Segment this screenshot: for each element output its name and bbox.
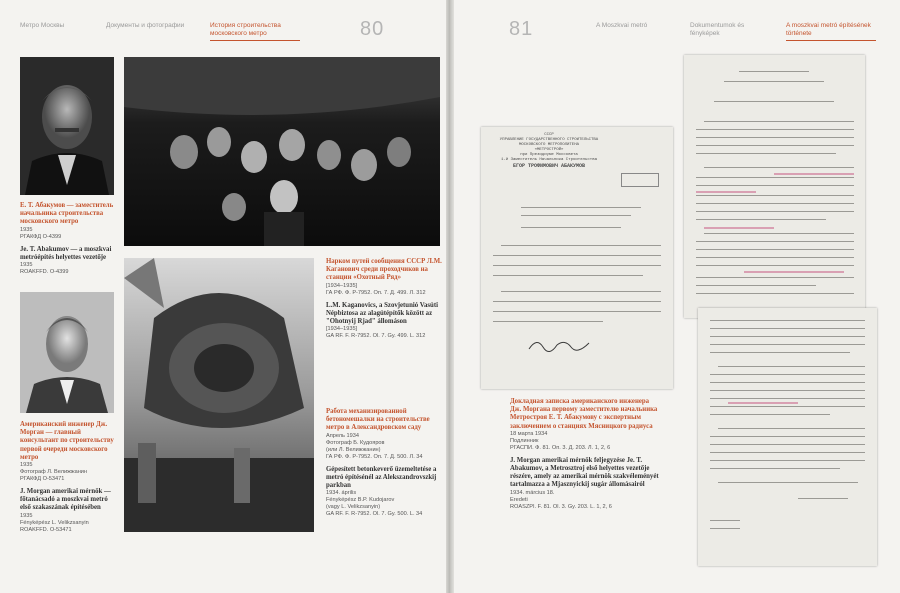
header-rule	[210, 40, 300, 41]
caption-photographer-ru: Фотограф Л. Велижжанин	[20, 469, 87, 476]
header-section-middle: Документы и фотографии	[106, 22, 185, 29]
caption-photographer-ru-alt: (или Л. Велижжанин)	[326, 446, 381, 453]
caption-archive-hu: ROASZPI. F. 81. Ol. 3. Gy. 203. L. 1, 2, 6	[510, 503, 612, 510]
header-section-left: Метро Москвы	[20, 22, 65, 29]
caption-kind-ru: Подлинник	[510, 437, 539, 444]
caption-photographer-hu: Fényképész L. Velikzsanyin	[20, 519, 89, 526]
letterhead-block	[489, 133, 609, 170]
caption-title-ru: Работа механизированной бетономешалки на строительстве метро в Александровском саду	[326, 408, 430, 432]
caption-archive-ru: РГАКФД О-4399	[20, 233, 62, 240]
photo-morgan-portrait	[20, 292, 114, 413]
header-rule	[786, 40, 876, 41]
caption-archive-ru: РГАСПИ. Ф. 81. Оп. 3. Д. 203. Л. 1, 2, 6	[510, 444, 611, 451]
caption-title-hu: J. Morgan amerikai mérnök feljegyzése Je. T. Abakumov, a Metrosztroj első helyettes vezetője részére, amely az amerikai mérnök szakvéleményét tartalmazza a Mjasznyickij sugár állomásairól	[510, 456, 659, 489]
letterhead-name: ЕГОР ТРОФИМОВИЧ АБАКУМОВ	[512, 163, 585, 169]
caption-concrete-mixer	[326, 408, 442, 518]
caption-title-hu: L.M. Kaganovics, a Szovjetunió Vasúti Népbiztosa az alagútépítők között az "Ohotnyij Rjad" állomáson	[326, 301, 438, 326]
caption-memo	[510, 398, 660, 511]
caption-title-ru: Американский инженер Дж. Морган — главный консультант по строительству первой очереди московского метро	[20, 421, 114, 461]
book-gutter	[446, 0, 454, 593]
page-number: 80	[360, 18, 385, 40]
caption-morgan	[20, 421, 118, 534]
caption-photographer-ru: Фотограф Б. Кудояров	[326, 439, 385, 446]
document-letterhead	[481, 127, 673, 389]
caption-year-hu: [1934–1935]	[326, 326, 358, 333]
signature-icon	[527, 335, 597, 355]
caption-year-ru: Апрель 1934	[326, 432, 359, 439]
header-section-left: A Moszkvai metró	[596, 22, 648, 29]
caption-archive-hu: ROAKFFD. O-53471	[20, 526, 72, 533]
caption-date-ru: 18 марта 1934	[510, 430, 548, 437]
page-number: 81	[509, 18, 534, 40]
caption-year-ru: 1935	[20, 462, 33, 469]
letterhead-line: СССР	[544, 133, 554, 137]
photo-kaganovich-miners	[124, 57, 440, 246]
header-section-middle: Dokumentumok és fényképek	[690, 22, 745, 37]
letterhead-line: УПРАВЛЕНИЕ ГОСУДАРСТВЕННОГО СТРОИТЕЛЬСТВА МОСКОВСКОГО МЕТРОПОЛИТЕНА	[499, 138, 599, 147]
caption-abakumov	[20, 202, 116, 276]
caption-year-hu: 1935	[20, 512, 33, 519]
header-section-active: A moszkvai metró építésének története	[786, 22, 871, 37]
photo-abakumov-portrait	[20, 57, 114, 195]
letterhead-line: при Президиуме Моссовета	[520, 153, 578, 157]
letterhead-line: 1-й Заместитель Начальника Строительства	[500, 158, 597, 162]
caption-title-hu: Gépesített betonkeverő üzemeltetése a metró építésénél az Alekszandrovszkij parkban	[326, 465, 437, 490]
document-memo-page-2	[698, 308, 877, 566]
header-section-active: История строительства московского метро	[210, 22, 281, 37]
caption-year-hu: 1935	[20, 262, 33, 269]
caption-photographer-hu: Fényképész B.P. Kudojarov	[326, 497, 395, 504]
caption-title-ru: Докладная записка американского инженера Дж. Моргана первому заместителю начальника Метростроя Е. Т. Абакумову с экспертным заключением о станциях Мясницкого радиуса	[510, 398, 658, 430]
caption-title-hu: J. Morgan amerikai mérnök — főtanácsadó a moszkvai metró első szakaszának építésében	[20, 488, 111, 512]
caption-archive-hu: GA RF. F. R-7952. Ol. 7. Gy. 499. L. 312	[326, 333, 426, 340]
caption-archive-hu: ROAKFFD. O-4399	[20, 269, 69, 276]
photo-concrete-mixer	[124, 258, 314, 532]
caption-photographer-hu-alt: (vagy L. Velikzsanyin)	[326, 504, 381, 511]
left-page	[0, 0, 446, 593]
caption-date-hu: 1934. március 18.	[510, 489, 555, 496]
caption-archive-ru: РГАКФД О-53471	[20, 476, 65, 483]
caption-title-ru: Нарком путей сообщения СССР Л.М. Каганович среди проходчиков на станции «Охотный Ряд»	[326, 258, 442, 282]
document-memo-page-1	[684, 55, 865, 318]
right-page	[454, 0, 900, 593]
caption-year-ru: [1934–1935]	[326, 282, 358, 289]
caption-kaganovich	[326, 258, 442, 340]
caption-title-ru: Е. Т. Абакумов — заместитель начальника строительства московского метро	[20, 202, 114, 226]
letterhead-line: «МЕТРОСТРОЙ»	[534, 148, 564, 152]
caption-year-ru: 1935	[20, 226, 33, 233]
caption-archive-ru: ГА РФ. Ф. Р-7952. Оп. 7. Д. 499. Л. 312	[326, 289, 426, 296]
caption-title-hu: Je. T. Abakumov — a moszkvai metróépítés helyettes vezetője	[20, 245, 112, 261]
caption-archive-ru: ГА РФ. Ф. Р-7952. Оп. 7. Д. 500. Л. 34	[326, 453, 423, 460]
caption-kind-hu: Eredeti	[510, 496, 528, 503]
stamp-box	[621, 173, 659, 187]
caption-archive-hu: GA RF. F. R-7952. Ol. 7. Gy. 500. L. 34	[326, 511, 423, 518]
caption-year-hu: 1934. április	[326, 490, 357, 497]
